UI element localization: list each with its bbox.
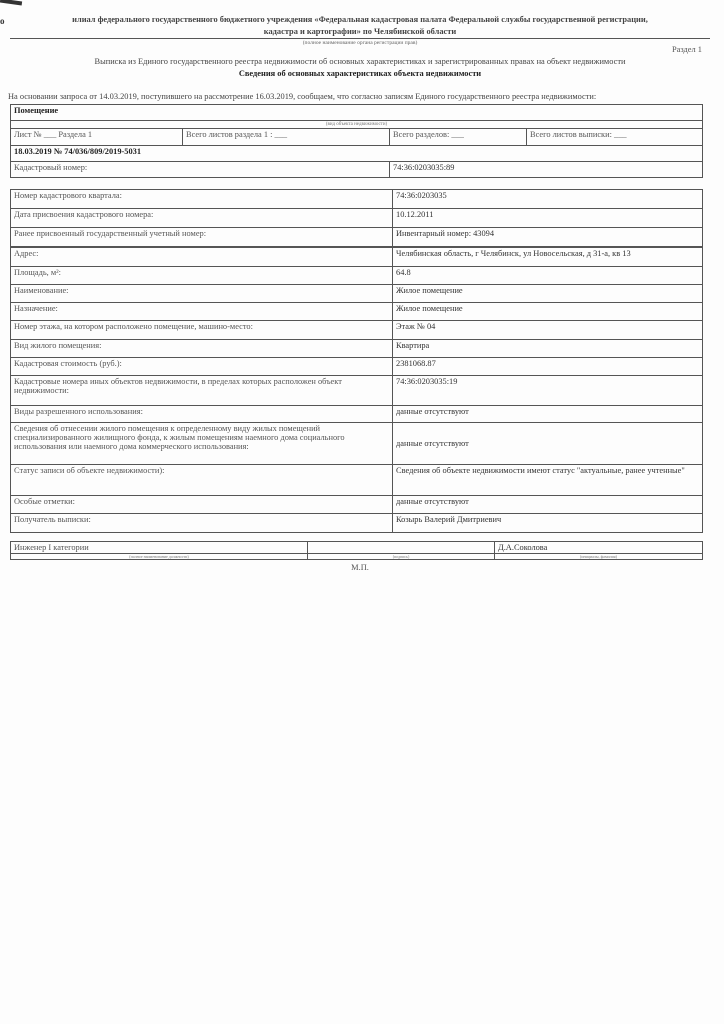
table-row [11,358,703,376]
row-value: Козырь Валерий Дмитриевич [393,514,703,533]
table-row [11,496,703,514]
signer-position: Инженер I категории [11,542,308,554]
row-label: Сведения об отнесении жилого помещения к определенному виду жилых помещений специализированного жилищного фонда, к жилым помещениям наемного дома социального использования или наемного дома коммерческого использования: [11,423,393,465]
row-value: Квартира [393,340,703,358]
object-header-table [10,104,703,178]
row-label: Вид жилого помещения: [11,340,393,358]
sheets-in-section: Всего листов раздела 1 : ___ [183,129,390,146]
org-line-2: кадастра и картографии» по Челябинской области [10,27,710,39]
table-row [11,406,703,423]
section-label: Раздел 1 [672,45,702,54]
row-value: Жилое помещение [393,285,703,303]
title-1: Выписка из Единого государственного реестра недвижимости об основных характеристиках и зарегистрированных правах на объект недвижимости [94,57,626,66]
row-value: 10.12.2011 [393,209,703,228]
row-label: Статус записи об объекте недвижимости): [11,465,393,496]
table-row [11,190,703,209]
row-label: Кадастровые номера иных объектов недвижимости, в пределах которых расположен объект недвижимости: [11,376,393,406]
row-label: Назначение: [11,303,393,321]
org-line-1: илиал федерального государственного бюджетного учреждения «Федеральная кадастровая палата Федеральной службы государственной регистрации, [72,15,648,24]
block1-table [10,189,703,247]
row-value: данные отсутствуют [393,406,703,423]
block2-table [10,247,703,533]
stamp-place: М.П. [351,563,369,572]
row-value: Челябинская область, г Челябинск, ул Новосельская, д 31-а, кв 13 [393,248,703,267]
row-value: 74:36:0203035:19 [393,376,703,406]
sections-total: Всего разделов: ___ [390,129,527,146]
signer-name: Д.А.Соколова [495,542,703,554]
caption-sign: (подпись) [308,554,495,560]
row-label: Номер кадастрового квартала: [11,190,393,209]
table-row [11,303,703,321]
object-type: Помещение [11,105,703,121]
signature-field [308,542,495,554]
row-value: Сведения об объекте недвижимости имеют статус "актуальные, ранее учтенные" [393,465,703,496]
row-value: 2381068.87 [393,358,703,376]
row-label: Виды разрешенного использования: [11,406,393,423]
row-value: 74:36:0203035 [393,190,703,209]
row-label: Ранее присвоенный государственный учетный номер: [11,228,393,247]
row-value: данные отсутствуют [393,423,703,465]
signature-table [10,541,703,560]
table-row [11,285,703,303]
date-number: 18.03.2019 № 74/036/809/2019-5031 [11,146,703,162]
row-label: Наименование: [11,285,393,303]
sheet-number: Лист № ___ Раздела 1 [11,129,183,146]
row-value: данные отсутствуют [393,496,703,514]
row-value: 64.8 [393,267,703,285]
row-label: Получатель выписки: [11,514,393,533]
row-label: Кадастровая стоимость (руб.): [11,358,393,376]
table-row [11,465,703,496]
object-type-caption: (вид объекта недвижимости) [11,121,703,129]
cad-number-value: 74:36:0203035:89 [390,162,703,178]
row-label: Номер этажа, на котором расположено помещение, машино-место: [11,321,393,340]
row-value: Инвентарный номер: 43094 [393,228,703,247]
table-row [11,423,703,465]
org-caption: (полное наименование органа регистрации прав) [302,40,418,46]
row-label: Особые отметки: [11,496,393,514]
sheets-total: Всего листов выписки: ___ [527,129,703,146]
table-row [11,340,703,358]
caption-name: (инициалы, фамилия) [495,554,703,560]
intro-text: На основании запроса от 14.03.2019, поступившего на рассмотрение 16.03.2019, сообщаем, что согласно записям Единого государственного реестра недвижимости: [8,92,597,101]
scan-edge-mark [0,0,22,6]
table-row [11,321,703,340]
row-value: Этаж № 04 [393,321,703,340]
cad-number-label: Кадастровый номер: [11,162,390,178]
row-label: Адрес: [11,248,393,267]
table-row [11,209,703,228]
row-label: Площадь, м²: [11,267,393,285]
caption-position: (полное наименование должности) [11,554,308,560]
row-label: Дата присвоения кадастрового номера: [11,209,393,228]
table-row [11,376,703,406]
table-row [11,228,703,247]
scan-edge-letter: о [0,16,5,26]
table-row [11,248,703,267]
table-row [11,267,703,285]
title-2: Сведения об основных характеристиках объекта недвижимости [238,69,482,78]
table-row [11,514,703,533]
row-value: Жилое помещение [393,303,703,321]
